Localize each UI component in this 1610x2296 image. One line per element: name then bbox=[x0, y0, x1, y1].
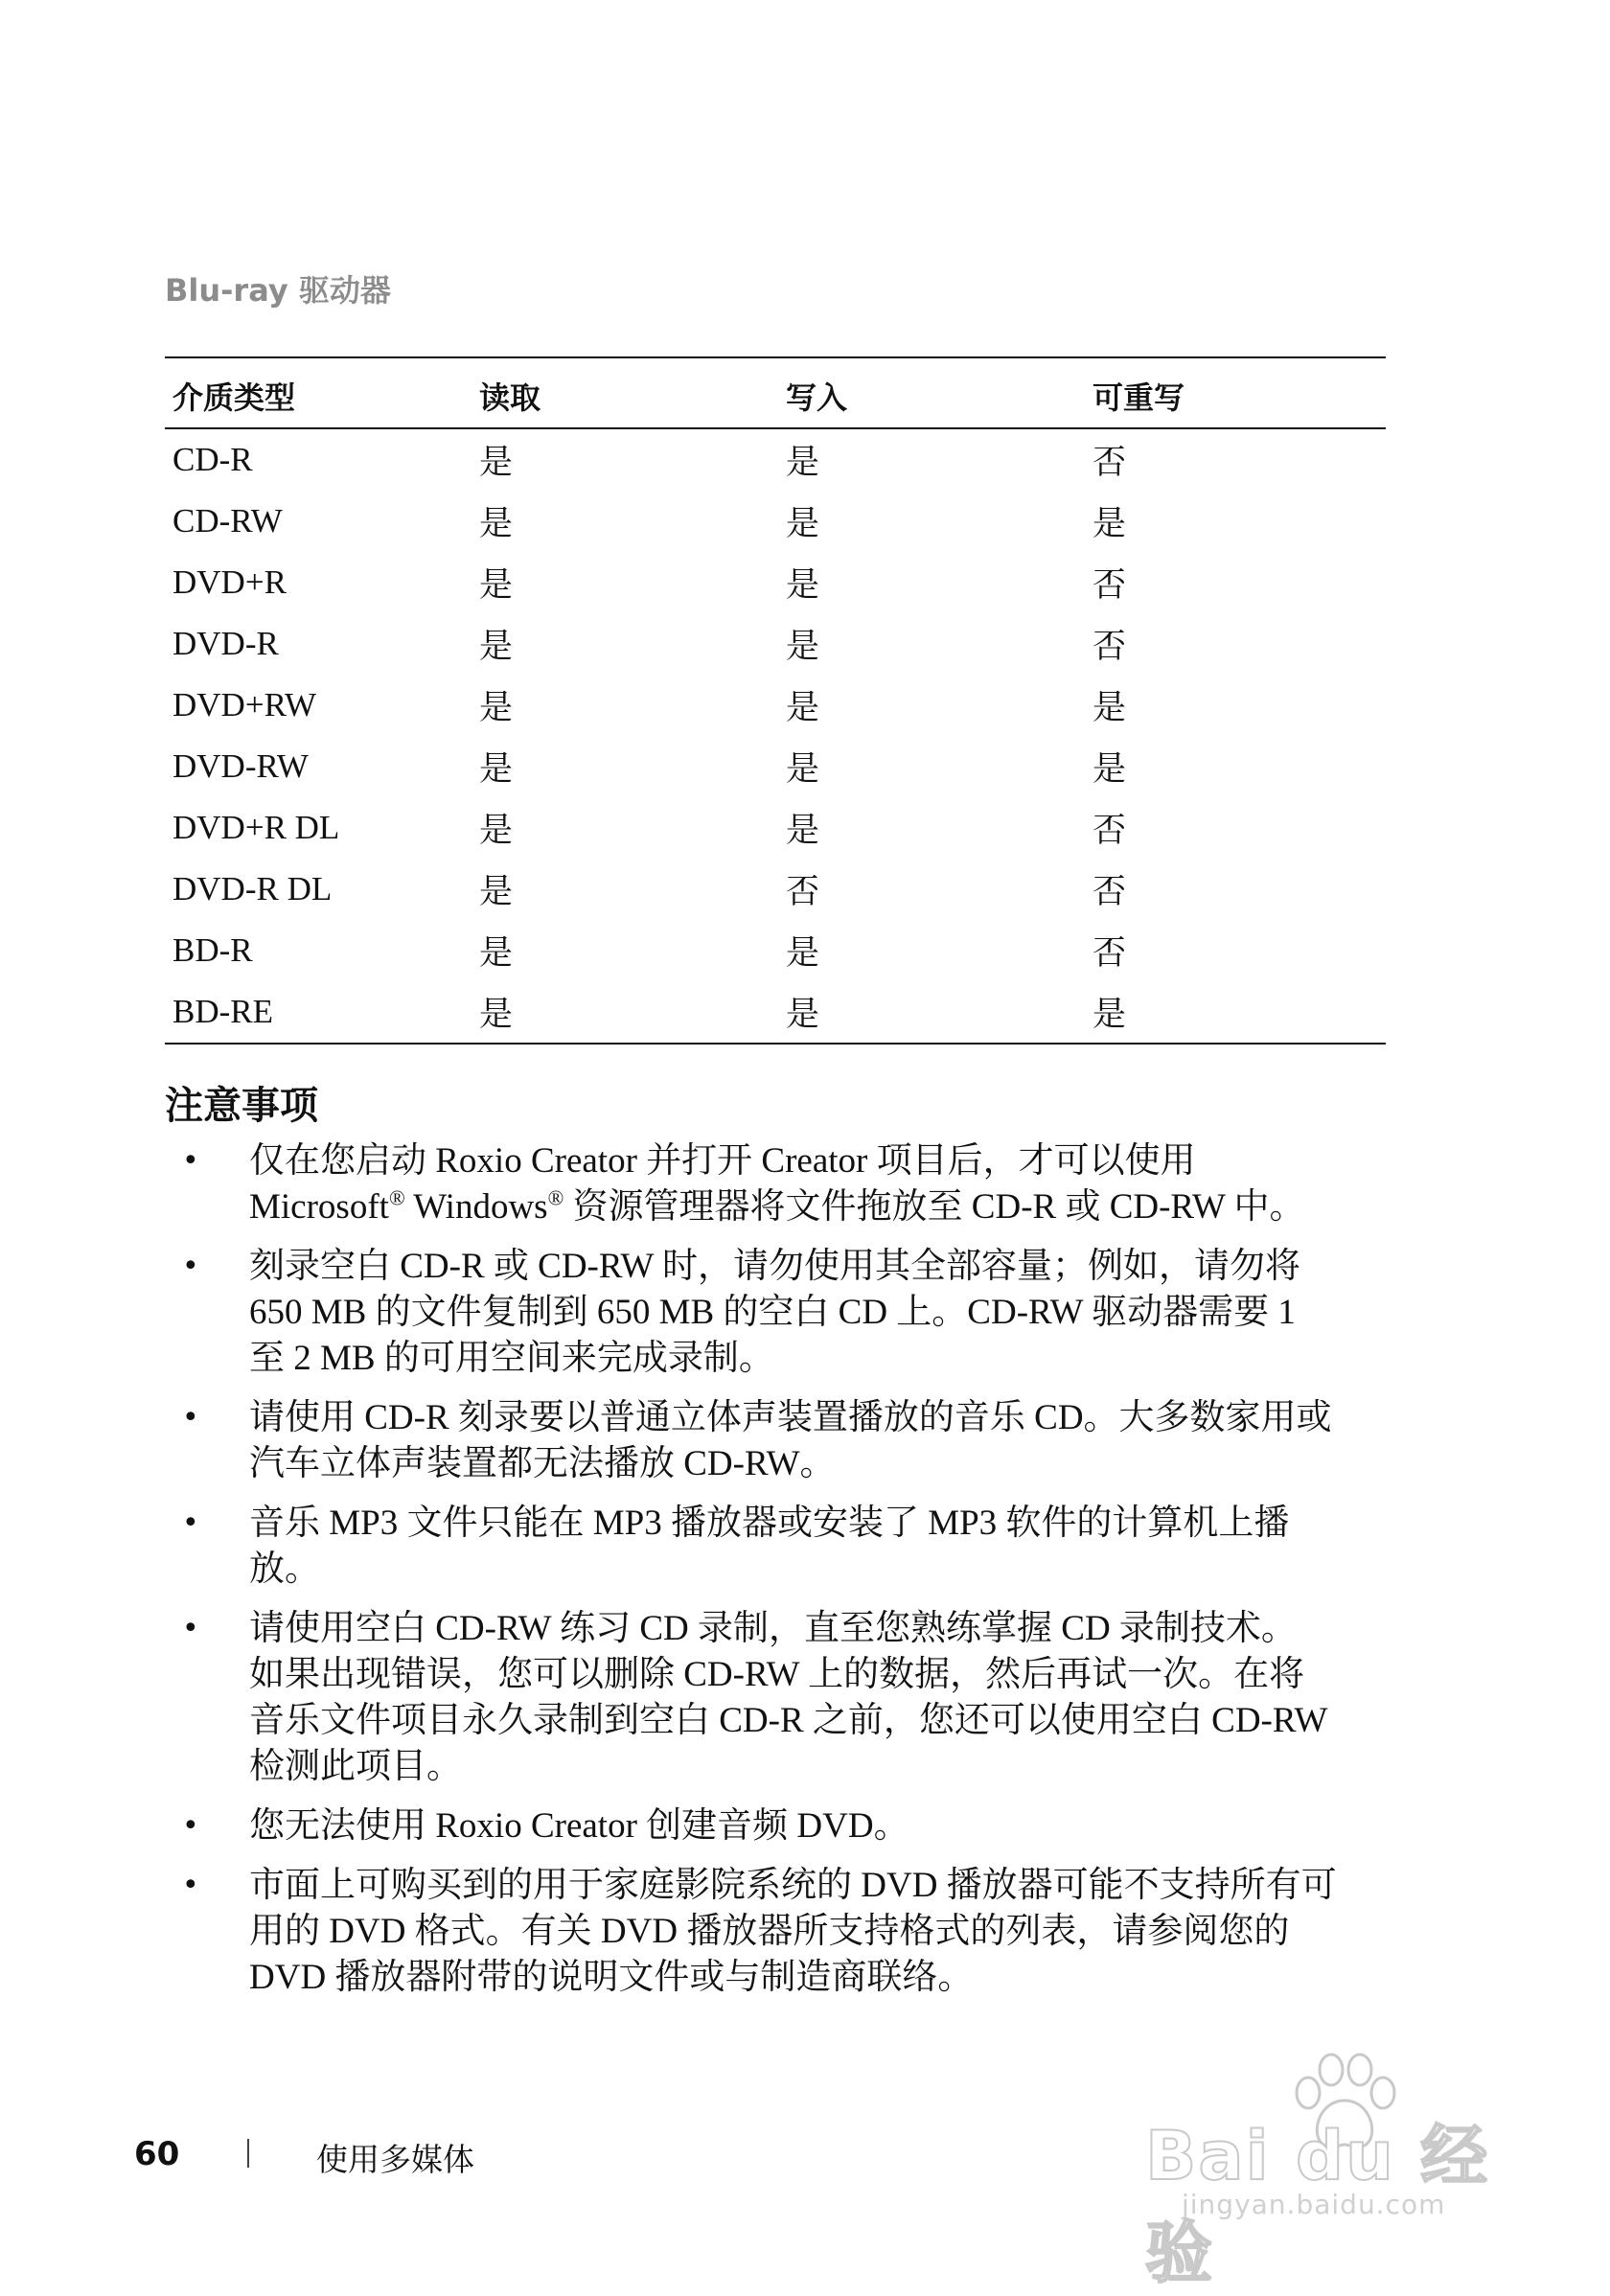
cell-write: 否 bbox=[786, 873, 820, 910]
table-row bbox=[165, 428, 1386, 491]
notes-heading: 注意事项 bbox=[165, 1084, 318, 1128]
cell-read: 是 bbox=[479, 873, 514, 910]
note-line: 至 2 MB 的可用空间来完成录制。 bbox=[249, 1339, 774, 1378]
table-row bbox=[165, 859, 1386, 920]
cell-write: 是 bbox=[786, 444, 820, 481]
cell-read: 是 bbox=[479, 628, 514, 665]
cell-media-type: BD-R bbox=[172, 931, 253, 969]
chapter-title: 使用多媒体 bbox=[316, 2141, 474, 2178]
cell-media-type: DVD-RW bbox=[172, 747, 309, 785]
bullet-icon: • bbox=[182, 1506, 199, 1540]
watermark-url: jingyan.baidu.com bbox=[1182, 2189, 1446, 2220]
header-media-type: 介质类型 bbox=[172, 379, 296, 416]
note-line: 市面上可购买到的用于家庭影院系统的 DVD 播放器可能不支持所有可 bbox=[249, 1866, 1337, 1905]
header-write: 写入 bbox=[786, 379, 848, 416]
cell-read: 是 bbox=[479, 566, 514, 604]
table-row bbox=[165, 736, 1386, 797]
cell-media-type: DVD-R bbox=[172, 625, 279, 662]
notes-list bbox=[165, 1138, 1411, 2014]
cell-write: 是 bbox=[786, 934, 820, 972]
list-item bbox=[165, 1606, 1411, 1790]
table-row bbox=[165, 613, 1386, 675]
table-row bbox=[165, 491, 1386, 552]
note-line bbox=[249, 1184, 1411, 1230]
bullet-icon: • bbox=[182, 1250, 199, 1283]
cell-media-type: CD-RW bbox=[172, 502, 283, 540]
list-item bbox=[165, 1863, 1411, 2001]
cell-media-type: CD-R bbox=[172, 441, 253, 478]
bullet-icon: • bbox=[182, 1401, 199, 1435]
note-line: 如果出现错误，您可以删除 CD-RW 上的数据，然后再试一次。在将 bbox=[249, 1655, 1305, 1694]
cell-read: 是 bbox=[479, 934, 514, 972]
cell-write: 是 bbox=[786, 689, 820, 726]
cell-write: 是 bbox=[786, 505, 820, 542]
cell-rewritable: 是 bbox=[1092, 996, 1127, 1033]
list-item bbox=[165, 1244, 1411, 1382]
cell-media-type: BD-RE bbox=[172, 993, 273, 1030]
note-line: 音乐文件项目永久录制到空白 CD-R 之前，您还可以使用空白 CD-RW bbox=[249, 1701, 1328, 1740]
watermark-logo-text: Bai du 经验 bbox=[1145, 2117, 1490, 2292]
cell-rewritable: 否 bbox=[1092, 934, 1127, 972]
list-item bbox=[165, 1501, 1411, 1593]
note-line: 650 MB 的文件复制到 650 MB 的空白 CD 上。CD-RW 驱动器需要 1 bbox=[249, 1293, 1296, 1332]
cell-read: 是 bbox=[479, 444, 514, 481]
note-segment: Microsoft bbox=[249, 1187, 389, 1227]
note-line: 刻录空白 CD-R 或 CD-RW 时，请勿使用其全部容量；例如，请勿将 bbox=[249, 1247, 1301, 1286]
cell-rewritable: 否 bbox=[1092, 873, 1127, 910]
media-support-table bbox=[165, 356, 1386, 1045]
cell-media-type: DVD-R DL bbox=[172, 870, 333, 907]
cell-rewritable: 否 bbox=[1092, 628, 1127, 665]
cell-write: 是 bbox=[786, 812, 820, 849]
table-row bbox=[165, 920, 1386, 981]
cell-rewritable: 否 bbox=[1092, 566, 1127, 604]
table-row bbox=[165, 552, 1386, 613]
note-segment: 资源管理器将文件拖放至 CD-R 或 CD-RW 中。 bbox=[564, 1187, 1305, 1227]
section-caption: Blu-ray 驱动器 bbox=[165, 272, 391, 309]
note-segment: Windows bbox=[404, 1187, 548, 1227]
note-line: 请使用 CD-R 刻录要以普通立体声装置播放的音乐 CD。大多数家用或 bbox=[249, 1398, 1332, 1437]
note-line: 仅在您启动 Roxio Creator 并打开 Creator 项目后，才可以使用 bbox=[249, 1141, 1196, 1181]
table-body bbox=[165, 428, 1386, 1044]
note-line: 放。 bbox=[249, 1550, 320, 1589]
bullet-icon: • bbox=[182, 1869, 199, 1902]
cell-media-type: DVD+R bbox=[172, 563, 287, 601]
table-row bbox=[165, 981, 1386, 1044]
cell-read: 是 bbox=[479, 996, 514, 1033]
table-row bbox=[165, 675, 1386, 736]
cell-rewritable: 是 bbox=[1092, 750, 1127, 788]
cell-rewritable: 否 bbox=[1092, 812, 1127, 849]
list-item bbox=[165, 1803, 1411, 1849]
baidu-jingyan-watermark bbox=[1145, 2051, 1529, 2292]
list-item bbox=[165, 1395, 1411, 1487]
footer-divider bbox=[247, 2139, 249, 2168]
cell-read: 是 bbox=[479, 505, 514, 542]
note-line: 请使用空白 CD-RW 练习 CD 录制，直至您熟练掌握 CD 录制技术。 bbox=[249, 1609, 1297, 1648]
header-read: 读取 bbox=[479, 379, 541, 416]
cell-read: 是 bbox=[479, 689, 514, 726]
note-line: 用的 DVD 格式。有关 DVD 播放器所支持格式的列表，请参阅您的 bbox=[249, 1912, 1290, 1951]
cell-write: 是 bbox=[786, 750, 820, 788]
header-rewritable: 可重写 bbox=[1092, 379, 1185, 416]
cell-write: 是 bbox=[786, 628, 820, 665]
note-line: DVD 播放器附带的说明文件或与制造商联络。 bbox=[249, 1958, 974, 1997]
cell-media-type: DVD+R DL bbox=[172, 809, 340, 846]
bullet-icon: • bbox=[182, 1144, 199, 1178]
note-line: 音乐 MP3 文件只能在 MP3 播放器或安装了 MP3 软件的计算机上播 bbox=[249, 1504, 1290, 1543]
cell-write: 是 bbox=[786, 566, 820, 604]
registered-mark: ® bbox=[547, 1185, 564, 1210]
table-header-row bbox=[165, 357, 1386, 428]
note-line: 检测此项目。 bbox=[249, 1747, 462, 1786]
note-line: 您无法使用 Roxio Creator 创建音频 DVD。 bbox=[249, 1806, 909, 1846]
bullet-icon: • bbox=[182, 1612, 199, 1645]
page-number: 60 bbox=[134, 2135, 180, 2173]
cell-read: 是 bbox=[479, 750, 514, 788]
cell-write: 是 bbox=[786, 996, 820, 1033]
cell-read: 是 bbox=[479, 812, 514, 849]
cell-rewritable: 是 bbox=[1092, 689, 1127, 726]
cell-rewritable: 否 bbox=[1092, 444, 1127, 481]
cell-rewritable: 是 bbox=[1092, 505, 1127, 542]
bullet-icon: • bbox=[182, 1809, 199, 1843]
cell-media-type: DVD+RW bbox=[172, 686, 317, 723]
list-item bbox=[165, 1138, 1411, 1230]
table-row bbox=[165, 797, 1386, 859]
note-line: 汽车立体声装置都无法播放 CD-RW。 bbox=[249, 1444, 836, 1483]
registered-mark: ® bbox=[388, 1185, 405, 1210]
